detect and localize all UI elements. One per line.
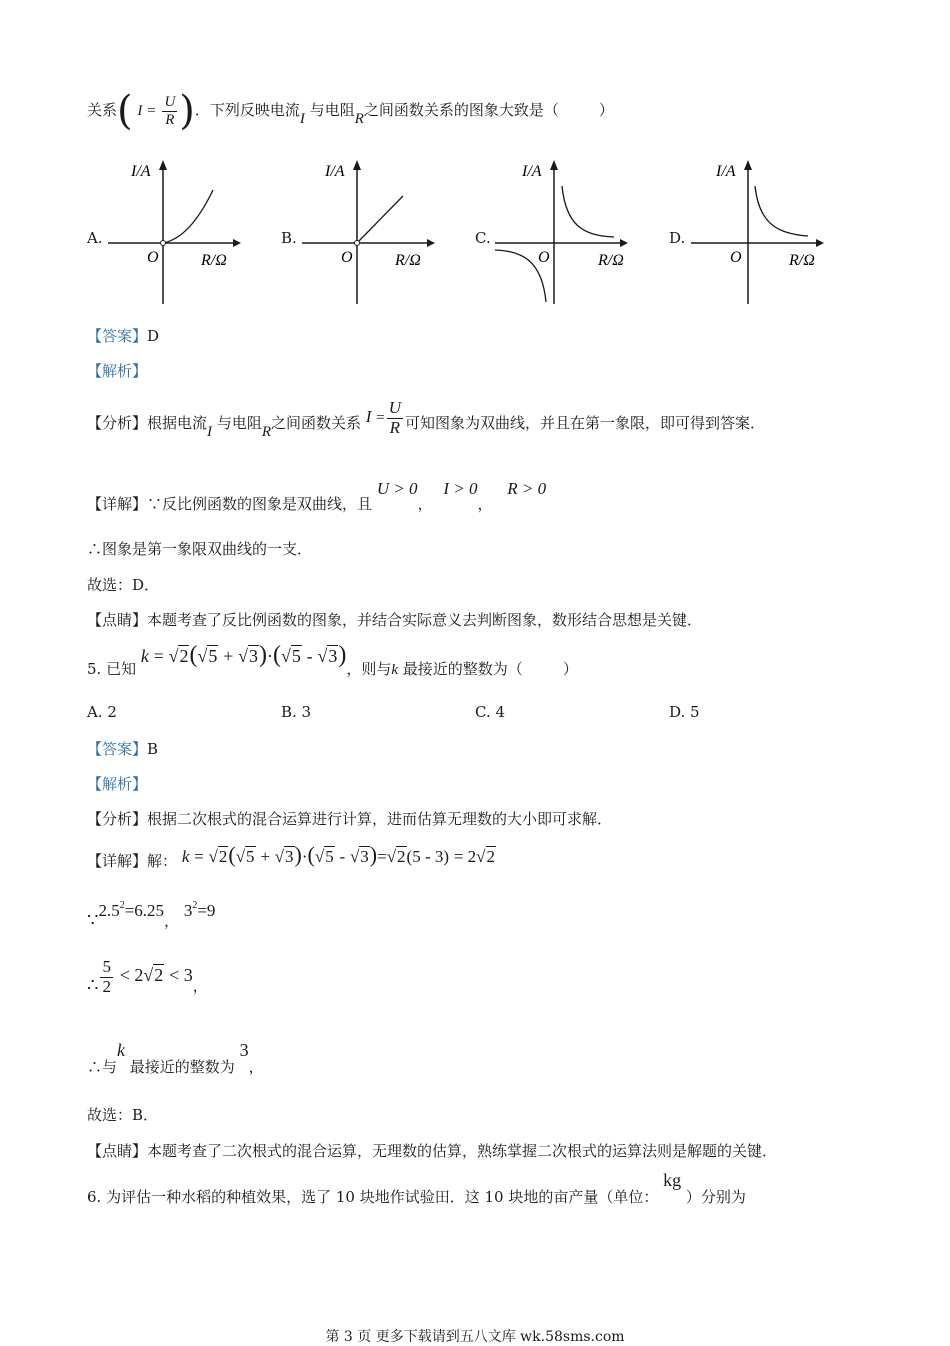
sqrt-5: √5 xyxy=(280,646,301,666)
q4-stem-prefix: 关系 xyxy=(87,101,118,119)
graph-a xyxy=(105,158,245,306)
formula-rhs: = 2 xyxy=(453,847,477,866)
origin-label: O xyxy=(147,249,159,266)
fenxi-tag: 【分析】 xyxy=(87,810,148,828)
q5-stem-a: 5. 已知 xyxy=(87,660,137,678)
comma: ， xyxy=(164,912,180,930)
fenxi-d: 可知图象为双曲线，并且在第一象限，即可得到答案． xyxy=(405,414,766,433)
radicand: 3 xyxy=(328,646,338,666)
paren-diff: (5 - 3) xyxy=(406,847,450,866)
fraction-numerator: U xyxy=(164,94,176,110)
dianjing-text: 本题考查了反比例函数的图象，并结合实际意义去判断图象，数形结合思想是关键． xyxy=(147,611,703,629)
radicand: 5 xyxy=(291,646,301,666)
sqrt-2: √2 xyxy=(143,965,164,986)
radicand: 2 xyxy=(218,847,228,866)
q5-stem-end: ） xyxy=(562,660,578,678)
minus: - xyxy=(306,646,313,666)
origin-label: O xyxy=(730,249,742,266)
detail-tag: 【详解】 xyxy=(87,852,148,870)
sol4-line2: ∴图象是第一象限双曲线的一支． xyxy=(87,540,313,558)
sol4-answer xyxy=(87,325,159,346)
q4-stem-end: ） xyxy=(598,101,614,119)
formula-i: I xyxy=(137,103,143,119)
fraction-denominator: R xyxy=(165,111,175,128)
sol4-fenxi xyxy=(87,398,766,443)
graph-b-label: B. xyxy=(281,229,297,247)
fraction-denominator: R xyxy=(389,417,401,437)
curve-quadrant-1 xyxy=(755,186,808,236)
detail-tag: 【详解】 xyxy=(87,495,148,513)
x-label: R/Ω xyxy=(201,252,227,269)
condition-i: I > 0 xyxy=(443,479,478,498)
graph-b xyxy=(299,158,439,306)
therefore-symbol: ∴ xyxy=(87,975,99,997)
minus: - xyxy=(339,847,346,866)
y-label: I/A xyxy=(716,163,736,180)
square1-exponent: 2 xyxy=(119,900,125,911)
square2-exponent: 2 xyxy=(192,900,198,911)
radicand: 2 xyxy=(486,847,495,866)
x-arrow-icon xyxy=(620,239,628,247)
graph-d-label: D. xyxy=(669,229,686,247)
dot: · xyxy=(266,646,273,666)
var-i: I xyxy=(299,111,305,127)
paren-right: ) xyxy=(369,842,378,867)
paren-right: ) xyxy=(258,642,267,668)
q5-stem-c: 最接近的整数为（ xyxy=(402,660,523,678)
fenxi-a: 根据电流 xyxy=(147,414,208,433)
because-symbol: ∵ xyxy=(87,910,99,931)
sqrt-2: √2 xyxy=(208,847,228,866)
var-k: k xyxy=(391,662,399,678)
graph-c-label: C. xyxy=(475,229,491,247)
radicand: 5 xyxy=(246,847,255,866)
var-i: I xyxy=(207,424,213,441)
radicand: 3 xyxy=(248,646,258,666)
sol5-analysis xyxy=(87,773,147,794)
fenxi-tag: 【分析】 xyxy=(87,414,148,433)
comma: ， xyxy=(477,495,493,513)
x-label: R/Ω xyxy=(789,252,815,269)
paren-left: ( xyxy=(272,642,281,668)
sol5-fenxi xyxy=(87,808,612,829)
graph-c xyxy=(492,158,632,306)
sol5-dianjing xyxy=(87,1140,777,1161)
square2-rhs: =9 xyxy=(197,901,216,920)
x-arrow-icon xyxy=(233,239,241,247)
comma: ， xyxy=(192,977,208,996)
sqrt-2: √2 xyxy=(386,847,406,866)
dianjing-tag: 【点睛】 xyxy=(87,1142,148,1160)
q6-stem-b: ）分别为 xyxy=(685,1188,746,1206)
origin-open-dot xyxy=(161,241,166,246)
q5-stem-b: ，则与 xyxy=(346,660,392,678)
y-arrow-icon xyxy=(159,160,167,170)
radicand: 3 xyxy=(285,847,294,866)
origin-label: O xyxy=(538,249,550,266)
q4-stem-b: 与电阻 xyxy=(309,101,355,119)
conclusion-a: ∴与 xyxy=(87,1058,118,1076)
ineq-mid: < 2 xyxy=(119,965,144,986)
curve-line xyxy=(357,196,403,243)
sqrt-3: √3 xyxy=(274,847,294,866)
q4-stem-a: ．下列反映电流 xyxy=(194,101,300,119)
sqrt-5: √5 xyxy=(235,847,255,866)
y-label: I/A xyxy=(522,163,542,180)
sqrt-3: √3 xyxy=(317,646,338,666)
sol4-choose: 故选：D． xyxy=(87,576,160,594)
sqrt-2: √2 xyxy=(168,646,189,666)
q5-stem xyxy=(87,642,578,678)
sol5-answer xyxy=(87,738,158,759)
sol5-detail xyxy=(87,842,496,868)
sol4-dianjing xyxy=(87,609,702,630)
x-arrow-icon xyxy=(427,239,435,247)
radicand: 2 xyxy=(179,646,189,666)
formula-i: I xyxy=(365,407,372,427)
ineq-end: < 3 xyxy=(169,965,193,986)
comma: ， xyxy=(248,1058,264,1076)
square2-base: 3 xyxy=(183,901,193,920)
q5-option-d: D. 5 xyxy=(669,703,700,721)
formula-fraction xyxy=(162,94,177,128)
paren-left: ( xyxy=(228,842,236,867)
formula-eq: = xyxy=(153,646,164,666)
sol5-squares xyxy=(87,900,216,931)
square1-rhs: =6.25 xyxy=(124,901,165,920)
sol5-inequality xyxy=(87,958,208,996)
sqrt-5: √5 xyxy=(197,646,218,666)
paren-right: ) xyxy=(338,642,347,668)
detail-a: 解： xyxy=(147,852,178,870)
fraction-denominator: 2 xyxy=(102,976,111,996)
square1-base: 2.5 xyxy=(98,901,120,920)
sqrt-5: √5 xyxy=(314,847,334,866)
radicand: 5 xyxy=(325,847,334,866)
x-arrow-icon xyxy=(816,239,824,247)
x-label: R/Ω xyxy=(395,252,421,269)
var-k: k xyxy=(181,847,190,866)
radicand: 3 xyxy=(360,847,369,866)
radicand: 2 xyxy=(397,847,406,866)
analysis-tag: 【解析】 xyxy=(87,362,148,380)
sqrt-3: √3 xyxy=(349,847,369,866)
sqrt-3: √3 xyxy=(238,646,258,666)
plus: + xyxy=(260,847,270,866)
detail-a: ∵反比例函数的图象是双曲线，且 xyxy=(147,495,373,513)
radicand: 2 xyxy=(154,965,164,986)
answer-value: D xyxy=(147,327,160,345)
var-r: R xyxy=(261,424,271,441)
condition-r: R > 0 xyxy=(507,479,547,498)
y-arrow-icon xyxy=(744,160,752,170)
paren-left: ( xyxy=(189,642,198,668)
dianjing-tag: 【点睛】 xyxy=(87,611,148,629)
formula-eq: = xyxy=(147,103,156,119)
paren-right: ) xyxy=(179,88,195,134)
analysis-tag: 【解析】 xyxy=(87,775,148,793)
graph-d xyxy=(688,158,828,306)
comma: ， xyxy=(417,495,433,513)
curve-quadrant-1 xyxy=(562,186,614,237)
condition-u: U > 0 xyxy=(376,479,418,498)
sol4-detail xyxy=(87,478,547,513)
y-arrow-icon xyxy=(353,160,361,170)
x-label: R/Ω xyxy=(598,252,624,269)
q6-stem xyxy=(87,1170,746,1206)
conclusion-b: 最接近的整数为 xyxy=(129,1058,235,1076)
sqrt-2: √2 xyxy=(476,847,495,866)
q5-option-b: B. 3 xyxy=(281,703,312,721)
fenxi-c: 之间函数关系 xyxy=(271,414,362,433)
q6-stem-a: 6. 为评估一种水稻的种植效果，选了 10 块地作试验田．这 10 块地的亩产量（单位： xyxy=(87,1188,659,1206)
fraction-numerator: U xyxy=(388,398,401,417)
sol5-choose: 故选：B． xyxy=(87,1106,159,1124)
answer-tag: 【答案】 xyxy=(87,740,148,758)
paren-left: ( xyxy=(117,88,133,134)
sol4-analysis xyxy=(87,360,147,381)
q4-stem xyxy=(87,88,614,134)
q5-option-a: A. 2 xyxy=(87,703,117,721)
page-footer: 第 3 页 更多下载请到五八文库 wk.58sms.com xyxy=(325,1329,625,1345)
q5-option-c: C. 4 xyxy=(475,703,506,721)
dianjing-text: 本题考查了二次根式的混合运算，无理数的估算，熟练掌握二次根式的运算法则是解题的关键． xyxy=(147,1142,778,1160)
q4-stem-c: 之间函数关系的图象大致是（ xyxy=(363,101,559,119)
sol5-conclusion xyxy=(87,1040,264,1076)
fenxi-text: 根据二次根式的混合运算进行计算，进而估算无理数的大小即可求解． xyxy=(147,810,613,828)
formula-eq: = xyxy=(194,847,204,866)
answer-tag: 【答案】 xyxy=(87,327,148,345)
y-label: I/A xyxy=(131,163,151,180)
fenxi-b: 与电阻 xyxy=(216,414,262,433)
formula-fraction xyxy=(387,399,403,437)
fraction-five-halves xyxy=(100,958,113,996)
curve-parabola xyxy=(163,190,213,243)
y-arrow-icon xyxy=(550,160,558,170)
unit-kg: kg xyxy=(663,1170,682,1190)
dot: · xyxy=(301,847,308,866)
var-k: k xyxy=(117,1040,126,1060)
fraction-numerator: 5 xyxy=(102,957,111,976)
y-label: I/A xyxy=(325,163,345,180)
paren-left: ( xyxy=(307,842,315,867)
radicand: 5 xyxy=(208,646,218,666)
paren-right: ) xyxy=(294,842,302,867)
origin-open-dot xyxy=(355,241,360,246)
plus: + xyxy=(223,646,234,666)
answer-value: B xyxy=(147,740,159,758)
value-three: 3 xyxy=(239,1040,249,1060)
origin-label: O xyxy=(341,249,353,266)
formula-eq: = xyxy=(377,847,387,866)
var-r: R xyxy=(354,111,364,127)
var-k: k xyxy=(140,646,149,666)
formula-eq: = xyxy=(376,410,385,427)
graph-a-label: A. xyxy=(87,229,103,247)
